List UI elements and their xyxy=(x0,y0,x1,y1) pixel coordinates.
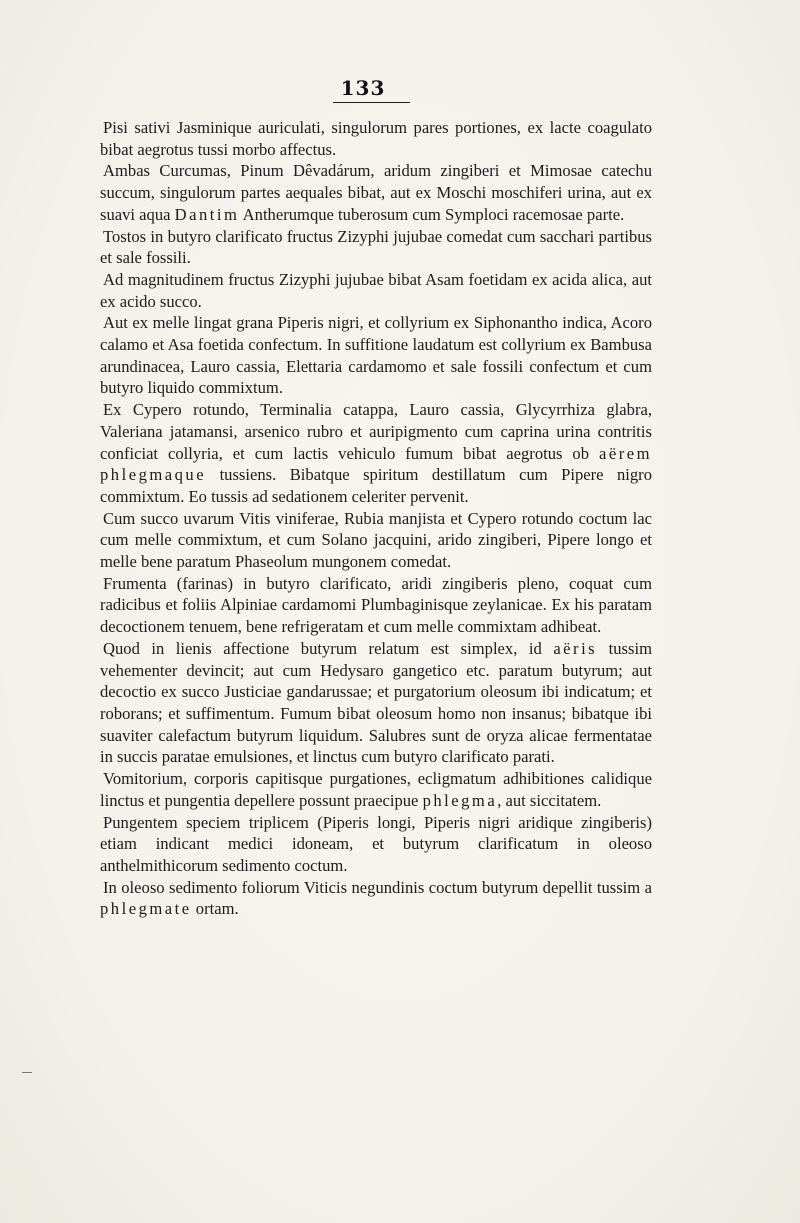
spaced-emphasis: phlegmaque xyxy=(100,465,207,485)
paragraph-text: In oleoso sedimento foliorum Viticis negundinis coctum butyrum depellit tussim a xyxy=(103,877,652,897)
paragraph-text: Ex Cypero rotundo, Terminalia catappa, Lauro cassia, Glycyrrhiza glabra, Valeriana jatamansi, arsenico rubro et auripigmento cum caprina urina contritis conficiat collyria, et cum lactis vehiculo fumum bibat aegrotus ob xyxy=(100,400,652,463)
paragraph xyxy=(100,573,652,638)
spaced-emphasis: phlegma xyxy=(422,790,498,810)
page-number: 133 xyxy=(340,76,386,100)
paragraph xyxy=(100,877,652,920)
spaced-emphasis: aërem xyxy=(598,443,652,463)
paragraph-text: tussiens. Bibatque spiritum destillatum cum Pipere nigro commixtum. Eo tussis ad sedationem celeriter pervenit. xyxy=(100,465,652,506)
paragraph xyxy=(100,812,652,877)
paragraph-text: Pungentem speciem triplicem (Piperis longi, Piperis nigri aridique zingiberis) etiam indicant medici idoneam, et butyrum clarificatum in oleoso anthelmithicorum sedimento coctum. xyxy=(100,812,652,875)
paragraph-text: Ambas Curcumas, Pinum Dêvadárum, aridum zingiberi et Mimosae catechu succum, singulorum partes aequales bibat, aut ex Moschi moschiferi urina, aut ex suavi aqua xyxy=(100,161,652,224)
paragraph xyxy=(100,117,652,160)
paragraph-text: Frumenta (farinas) in butyro clarificato, aridi zingiberis pleno, coquat cum radicibus et foliis Alpiniae cardamomi Plumbaginisque zeylanicae. Ex his paratam decoctionem tenuem, bene refrigeratam et cum melle commixtam adhibeat. xyxy=(100,573,652,637)
paragraph xyxy=(100,508,652,573)
paragraph-text: Vomitorium, corporis capitisque purgationes, ecligmatum adhibitiones calidique linctus et pungentia depellere possunt praecipue xyxy=(100,769,652,810)
paragraph-text: Cum succo uvarum Vitis viniferae, Rubia manjista et Cypero rotundo coctum lac cum melle commixtum, et cum Solano jacquini, arido zingiberi, Pipere longo et melle bene paratum Phaseolum mungonem comedat. xyxy=(100,508,652,572)
paragraph xyxy=(100,226,652,269)
spaced-emphasis: phlegmate xyxy=(100,899,192,919)
margin-mark xyxy=(22,1072,32,1073)
paragraph-text: Antherumque tuberosum cum Symploci racemosae parte. xyxy=(239,204,625,224)
spaced-emphasis: Dantim xyxy=(174,204,240,224)
paragraph-text: ortam. xyxy=(191,899,239,919)
paragraph-text: Tostos in butyro clarificato fructus Zizyphi jujubae comedat cum sacchari partibus et sale fossili. xyxy=(100,226,652,268)
paragraph xyxy=(100,768,652,811)
body-text xyxy=(100,117,652,920)
paragraph xyxy=(100,399,652,508)
paragraph-text: Pisi sativi Jasminique auriculati, singulorum pares portiones, ex lacte coagulato bibat aegrotus tussi morbo affectus. xyxy=(100,118,652,159)
paragraph-text: tussim vehementer devincit; aut cum Hedysaro gangetico etc. paratum butyrum; aut decoctio ex succo Justiciae gandarussae; et purgatorium oleosum ibi indicatum; et roborans; et suffimentum. Fumum bibat oleosum homo non insanus; bibatque ibi suaviter calefactum butyrum liquidum. Salubres sunt de oryza alicae fermentatae in succis paratae emulsiones, et linctus cum butyro clarificato parati. xyxy=(100,638,652,767)
paragraph xyxy=(100,269,652,312)
paragraph-text: Aut ex melle lingat grana Piperis nigri, et collyrium ex Siphonantho indica, Acoro calamo et Asa foetida confectum. In suffitione laudatum est collyrium ex Bambusa arundinacea, Lauro cassia, Elettaria cardamomo et sale fossili confectum et cum butyro liquido commixtum. xyxy=(100,313,652,398)
paragraph-text: , aut siccitatem. xyxy=(497,790,602,810)
paragraph-text: Ad magnitudinem fructus Zizyphi jujubae bibat Asam foetidam ex acida alica, aut ex acido succo. xyxy=(100,269,652,311)
header-rule xyxy=(333,102,410,103)
paragraph-text: Quod in lienis affectione butyrum relatum est simplex, id xyxy=(103,638,554,658)
paragraph xyxy=(100,160,652,225)
paragraph xyxy=(100,638,652,768)
spaced-emphasis: aëris xyxy=(553,638,598,658)
paragraph xyxy=(100,312,652,399)
